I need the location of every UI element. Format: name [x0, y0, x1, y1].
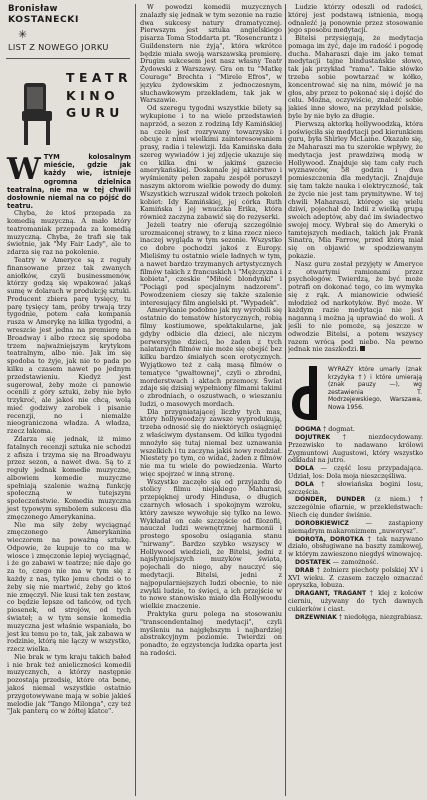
paragraph: [288, 261, 423, 354]
glossary-word: DOSTATEK: [295, 558, 331, 566]
paragraph: Ludzie którzy odeszli od radości, której jest podstawą istnienia, mogą odnaleźć ją ponownie przez stosowanie jego sposobu medytacji.: [288, 3, 423, 35]
column-1: [4, 0, 132, 800]
star-ornament: ✳: [18, 27, 28, 41]
logo-word-teatr: TEATR: [66, 70, 132, 86]
glossary-entry: [288, 434, 423, 465]
paragraph: Nie ma siły żeby wyciągnąć zmęczonego Amerykanina wieczorem na poważną sztukę. Odpowie, że kupuje to co ma w wiosce i zmęczonie lepiej wyciągnąć, i że go zabawi w teatrze; nie daje go za to, czego nie ma w tym się z każdy z nas, tylko jemu chodzi o to żeby się nie martwić, żeby go ktoś nie zmęczył. Nie kusi tak ten zestaw, co będzie lepsze od tańców, od tych piosenek, od strojów, od tych świateł; a w tym sensie komedia muzyczna jest właśnie wspaniała, bo jest ku temu po to, tak, jak zabawa w rodzinie, którą nie łączy w wszystko, rzecz wielka.: [7, 520, 131, 654]
column-3: [288, 0, 423, 800]
glossary-word: DOROTA, DOROTKA: [295, 535, 364, 543]
column-1-body: [7, 210, 131, 716]
column-rule: [135, 4, 136, 796]
glossary-definition: † żołnierz piechoty polskiej XV i XVI wieku. Z czasem zaczęło oznaczać opryszka, łobuza.: [288, 565, 423, 590]
paragraph: Bitelsi przysięgają, że medytacja pomaga im żyć, daje im radość i pogodę ducha. Maharaszi daje im jako temat medytacji tajne bindustańskie słowo, tak jak przykład "rama". Takie słówko trzeba sobie powtarzać w kółko, koncentrować się na nim, mówić je na głos, aby przez to pokonać się i dojść do celu. Można, oczywiście, znaleźć sobie jakieś inne słowo, na przykład polskie, byle by nie było za długie.: [288, 34, 423, 120]
glossary-entry: [288, 590, 423, 613]
glossary-word: DONDER, DUNDER: [295, 496, 366, 504]
glossary-word: DOGMA: [295, 426, 322, 434]
section-logo: [4, 65, 132, 151]
glossary-definition: † tak nazywano działo, obsługiwane na baszty zamkowej, w którym zawieszono niegdyś winowajcę.: [288, 534, 423, 559]
glossary-definition: † dogmat.: [323, 425, 355, 434]
glossary-definition: † słowiańska bogini losu, szczęścia.: [288, 479, 423, 496]
theatre-chair-icon: [20, 81, 56, 147]
header-rule: [6, 58, 130, 59]
glossary-word: DOROBKIEWICZ: [295, 519, 349, 527]
glossary-word: DOLA: [295, 480, 314, 488]
lead-paragraph: [7, 153, 131, 210]
logo-word-kino: KINO: [66, 87, 120, 103]
glossary-word: DRAGANT, TRAGANT: [295, 590, 367, 598]
glossary-entry: [288, 536, 423, 559]
glossary-word: DOJUTREK: [295, 433, 331, 441]
logo-words: [66, 69, 132, 122]
glossary-definition: — część losu przypadająca. Udział, los: Dola moja nieszczęśliwa.: [288, 464, 423, 481]
author-last-name: KOSTANECKI: [8, 14, 80, 26]
glossary-word: DOLA: [295, 465, 314, 473]
glossary-definition: † niezdecydowany. Przezwisko to nadawano królowi Zygmuntowi Augustowi, który wszystko odkładał na jutro.: [288, 432, 423, 465]
glossary-entry: [288, 496, 423, 519]
glossary-word: DRZEWNIAK: [295, 613, 337, 621]
paragraph: Nie brak w tym kraju takich bałed i nie brak też anieliczności komedii muzycznych, a którzy następnie pozostają przedsię, które ota bene, jakoś niemal wszystkie ostatnio przygotowywane mają w sobie jakieś melodie jak "Tango Milonga", czy też "Jak panterą co w żółtej klatce".: [7, 652, 131, 716]
author-first-name: Bronisław: [8, 4, 58, 14]
glossary-box: [288, 362, 423, 621]
glossary-entry: [288, 481, 423, 497]
byline: [8, 4, 132, 52]
paragraph: Dla przygniatającej liczby tych mas, który hollywoodzcy zawsze wyprodukują, trzeba odnosić się do niektórych osiągnięć z właściwym dystansem. Od kilku tygodni mnożyło się tutaj niemal bez uznawania wszelkich i tu zaczyna jakiś nowy rozdział. Niestety po tym, co widać, żaden z filmów nie ma tu wiele do powiedzenia. Warto więc spojrzeć w inną stronę.: [140, 407, 282, 478]
paragraph: Amerykanie podobno jak my wyrobili się ostatnio do tematów historycznych, robią filmy kostiumowe, spektakularne, jak gdyby odbicie dla dzieci, ale niczym perwersyjne dzieci, bo żaden z tych nalatanych filmów nie może się obejść bez kilku bardzo śmiałych scen erotycznych. Wyjątkowo też z całą masą filmów o tematyce "gwałtownej", czyli o zbrodni, morderstwach i aktach przemocy. Świat zdaje się dzisiaj wypełniony filmami takimi o zbrodniach, o oszustwach, o wieszaniu ludzi, o masowych mordach.: [140, 306, 282, 408]
glossary-intro: WYRAZY które umarły (znak krzyżyka †) i które umierają (znak pauzy —), wg zestawienia T. Modrzejewskiego, Warszawa, Nowa 1956.: [328, 366, 422, 411]
paragraph: Teatry w Ameryce są z reguły finansowane przez tak zwanych aniołków, czyli businessmenów, którzy godzą się wpakować jakąś sumę w dolarach w produkcję sztuki. Producent zbiera parę tysięcy, tu parę tysięcy tam, próby trwają trzy tygodnie, potem cała kompania rusza w Amerykę na kilka tygodni, a wreszcie jest jedna na premierę na Broadway i albo rzecz się spodoba trzem najważniejszym krytykom teatralnym, albo nie. Jak im się spodoba to żyje, jak nie to pada po kilku a czasem nawet po jednym przedstawieniu. Kiedyż jest sugerował, żeby może ci panowie ocenili z góry sztuki, żeby nie było trzykroć, ale jakoś nie chcą, wolą mieć godziwy zarobek i pisanie recenzji, no i niemalże nieograniczona władza. A władza, rzecz łakoma.: [7, 256, 131, 436]
glossary-definition: † niedołęga, niezgrabiasz.: [338, 612, 423, 621]
paragraph: Chyba, że ktoś przepada za komedią muzyczną. A mało który teatromaniak przepada za komedią muzyczną. Chyba, że trafi się tak świetnie, jak "My Fair Lady", ale to zdarza się raz na pokolenie.: [7, 209, 131, 257]
paragraph-text: Nasz guru został przyjęty w Ameryce z otwartymi ramionami przez psychologów. Twierdzą, że być może potrafi on dokonać tego, co im wymyka się z rąk. A mianowicie odwieść młodzież od narkotyków. Być może. W każdym razie medytacja nie jest naganną i można ją uprawiać do woli. A jeśli to nie pomoże, są jeszcze w odwodzie Bitelsi, a potem wszyscy razem wrócą pod niebo. Na pewno jednak nie zaszkodzi.: [288, 259, 423, 354]
paragraph: W powodzi komedii muzycznych znalazły się jednak w tym sezonie na razie dwa sukcesy natury dramatycznej. Pierwszym jest sztuka angielskiego pisarza Toma Stoddarta pt. "Rosencrantz i Guildenstern nie żyją", która wkrótce będzie miała swoją warszawską premierę. Drugim sukcesem jest nasz własny Teatr Żydowski z Warszawy. Gra on tu "Matkę Courage" Brechta i "Mirele Efros", w języku żydowskim z jednoczesnym, słuchawkowym przekładem, tak jak w Warszawie.: [140, 3, 282, 105]
glossary-definition: † klej z kolców cierniu, używany do tych dawnych cukierków i ciast.: [288, 589, 423, 613]
glossary-entry: [288, 567, 423, 590]
letter-d-icon: [292, 364, 320, 422]
glossary-rule: [288, 358, 421, 359]
glossary-word: DRAB: [295, 566, 315, 574]
glossary-header: [288, 362, 423, 426]
paragraph: Zdarza się jednak, iż mimo fatalnych recenzji sztuka nie schodzi z afisza i trzyma się na Broadwayu przez sezon, a nawet dwa. Są to z reguły jednak komedie muzyczne, albowiem komedie muzyczne spełniają szalenie ważną funkcję społeczną w tutejszym społeczeństwie. Komedia muzyczna jest typowym symbolem sukcesu dla zmęczonego Amerykanina.: [7, 434, 131, 521]
glossary-entry: [288, 465, 423, 481]
glossary-entry: [288, 614, 423, 622]
end-mark-icon: [360, 346, 365, 351]
series-title: LIST Z NOWEGO JORKU: [8, 42, 109, 53]
column-2: [140, 0, 282, 800]
paragraph: Praktyka guru polega na stosowaniu "transcendentalnej medytacji", czyli myśleniu na najgłębszym i najbardziej abstrakcyjnym poziomie. Twierdzi on ponadto, że egzystencja ludzka oparta jest na radości.: [140, 609, 282, 657]
lead-text: TYM kolosalnym mieście, gdzie jak każdy wie, istnieje ogromna dzielnica teatralna, nie ma w tej chwili dosłownie niemal na co pójść do teatru.: [7, 153, 131, 211]
logo-word-guru: GURU: [66, 105, 124, 121]
drop-cap: W: [7, 152, 41, 188]
glossary-definition: — zamożność.: [332, 557, 379, 566]
paragraph: Wszystko zaczęło się od przyjazdu do stolicy filmu niejakiego Maharasi, przepięknej urody Hindusa, o długich czarnych włosach i spokojnym wzroku, który zawsze wywołuje się tylko na lewo. Wykładał on całe szczęście od filozofii, nauczał ludzi wewnętrznej harmonii i prostego sposobu osiągania stanu "nirwany". Bardzo szybko wszyscy w Hollywood wiedzieli, że Bitelsi, jedni z najsłynniejszych muzyków świata, pojechali do niego, aby nauczyć się medytacji. Bitelsi, jedni z najpopularniejszych ludzi obecnie, to nie zwykli ludzie, to święci, a ich przejście w to nowe stanowisko miało dla Hollywoodu wielkie znaczenie.: [140, 477, 282, 611]
paragraph: Jeżeli teatry nie oferują szczególnie urozmaiconej strawy, to z kina rzecz nieco inaczej wygląda w tym sezonie. Wszystko co dobre pochodzi jakoś z Europy. Mieliśmy tu ostatnio wiele ładnych w tym, a nawet bardzo trzymanych artystycznych filmów takich z francuskich i "Mężczyzna i kobieta", czeskie "Miłość blondynki" i "Pociągi pod specjalnym nadzorem". Powodzeniem cieszy się także szalenie interesujący film angielski pt. "Wypadek".: [140, 220, 282, 307]
paragraph: Pierwszą aktorką hollywoodzką, która poświęciła się medytacji pod kierunkiem guru, była Shirley McLaine. Okazało się, że Maharaszi ma tu szerokie wpływy, że medytacja jest prawdziwą modą w Hollywood. Znajduje się tam cały ruch wyznawców, 58 godzin i dwa pomieszczenia dla medytacji. Znajduje się tam także nauka i elektryczność, tak że życie nie jest tam prymitywne. W tej chwili Maharaszi, którego się wielu dziwi, pojechał do Indii z wielką grupą swoich adeptów, aby dać im świadectwo swojej mocy. Wybrał się do Ameryki o tamtejszych mediach, takich jak Frank Sinatra, Mia Farrow, przed którą miał się on objawić w spodziewanym pokazie.: [288, 119, 423, 260]
paragraph: Od szeregu tygodni wszystkie bilety są wykupione i to na wiele przedstawień naprzód, a sezon z rodziną Idy Kamińskiej na czele jest rozrywany towarzysko i obcuje z nimi wielkimi zainteresowaniem prasy, radia i telewizji. Ida Kamińska dała szereg wywiadów i jej zdjęcie ukazuje się co kilka dni w jakimś gazecie amerykańskiej. Doskonale jej aktorstwo i wyśmienity pełen zapału zespół poruszył naszym aktorom wielkie powody do dumy. Wszystkich wzruszał widok trzech pokoleń kobiet: Idy Kamińskiej, jej córka Ruth Kamińska i jej wnuczka Erika, która również zaczyna zabawić się do rezyserki.: [140, 104, 282, 222]
glossary-entry: [288, 520, 423, 536]
column-rule: [285, 4, 286, 796]
glossary-definition: (z niem.) † szczególnie ofiarnie, w przekleństwach: Niech cię dunder świśnie.: [288, 495, 423, 520]
glossary-definition: — zastąpiony niemądrym makaronizmem „nuworysz”.: [288, 518, 423, 535]
